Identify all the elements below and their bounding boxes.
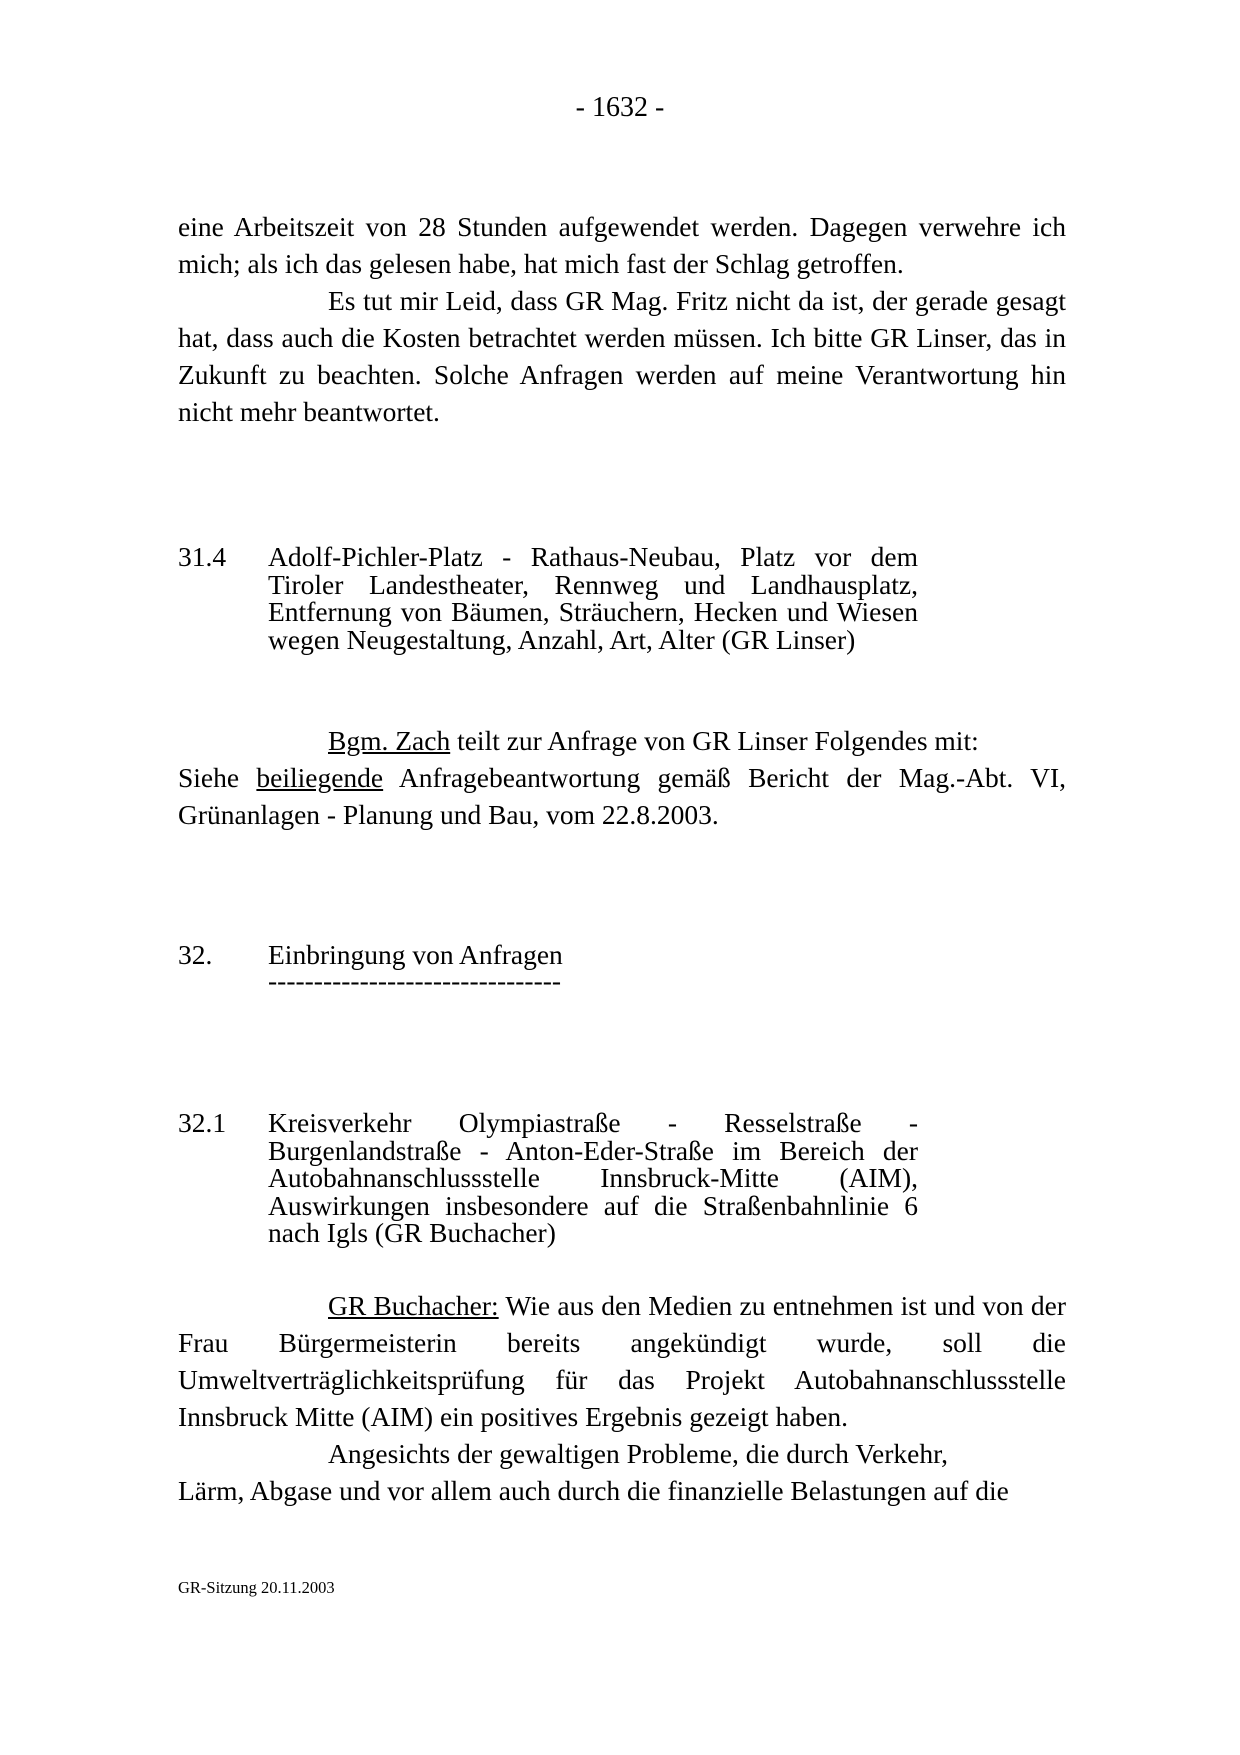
speaker: Bgm. Zach [328, 725, 451, 756]
footer: GR-Sitzung 20.11.2003 [178, 1578, 335, 1597]
answer-block-31-4 [178, 722, 1066, 833]
paragraph: eine Arbeitszeit von 28 Stunden aufgewendet werden. Dagegen verwehre ich mich; als ich das gelesen habe, hat mich fast der Schlag getroffen. [178, 211, 1066, 279]
agenda-item-32 [178, 939, 918, 996]
item-title: Einbringung von Anfragen [268, 939, 563, 970]
item-number: 32. [178, 939, 213, 970]
page-number: - 1632 - [575, 92, 665, 123]
underlined-word: beiliegende [256, 762, 384, 793]
agenda-item-32-1 [178, 1109, 918, 1247]
item-number: 31.4 [178, 541, 227, 572]
item-number: 32.1 [178, 1107, 227, 1138]
paragraph: Lärm, Abgase und vor allem auch durch die finanzielle Belastungen auf die [178, 1475, 1009, 1506]
agenda-item-31-4 [178, 543, 918, 653]
item-title: Kreisverkehr Olympiastraße - Resselstraße - Burgenlandstraße - Anton-Eder-Straße im Bereich der Autobahnanschlussstelle Innsbruck-Mitte (AIM), Auswirkungen insbesondere auf die Straßenbahnlinie 6 nach Igls (GR Buchacher) [268, 1107, 918, 1248]
question-block-32-1 [178, 1287, 1066, 1509]
speaker: GR Buchacher: [328, 1290, 499, 1321]
paragraph: Bgm. Zach teilt zur Anfrage von GR Linser Folgendes mit: [328, 725, 979, 756]
separator-dashes: -------------------------------- [268, 964, 562, 996]
paragraph: Siehe beiliegende Anfragebeantwortung gemäß Bericht der Mag.-Abt. VI, Grünanlagen - Planung und Bau, vom 22.8.2003. [178, 762, 1066, 830]
paragraph: Es tut mir Leid, dass GR Mag. Fritz nicht da ist, der gerade gesagt hat, dass auch die Kosten betrachtet werden müssen. Ich bitte GR Linser, das in Zukunft zu beachten. Solche Anfragen werden auf meine Verantwortung hin nicht mehr beantwortet. [178, 285, 1066, 427]
continuation-block [178, 208, 1066, 430]
item-title: Adolf-Pichler-Platz - Rathaus-Neubau, Platz vor dem Tiroler Landestheater, Rennweg und Landhausplatz, Entfernung von Bäumen, Sträuchern, Hecken und Wiesen wegen Neugestaltung, Anzahl, Art, Alter (GR Linser) [268, 541, 918, 655]
paragraph: GR Buchacher: Wie aus den Medien zu entnehmen ist und von der Frau Bürgermeisterin bereits angekündigt wurde, soll die Umweltverträglichkeitsprüfung für das Projekt Autobahnanschlussstelle Innsbruck Mitte (AIM) ein positives Ergebnis gezeigt haben. [178, 1290, 1066, 1432]
paragraph: Angesichts der gewaltigen Probleme, die durch Verkehr, [328, 1438, 949, 1469]
